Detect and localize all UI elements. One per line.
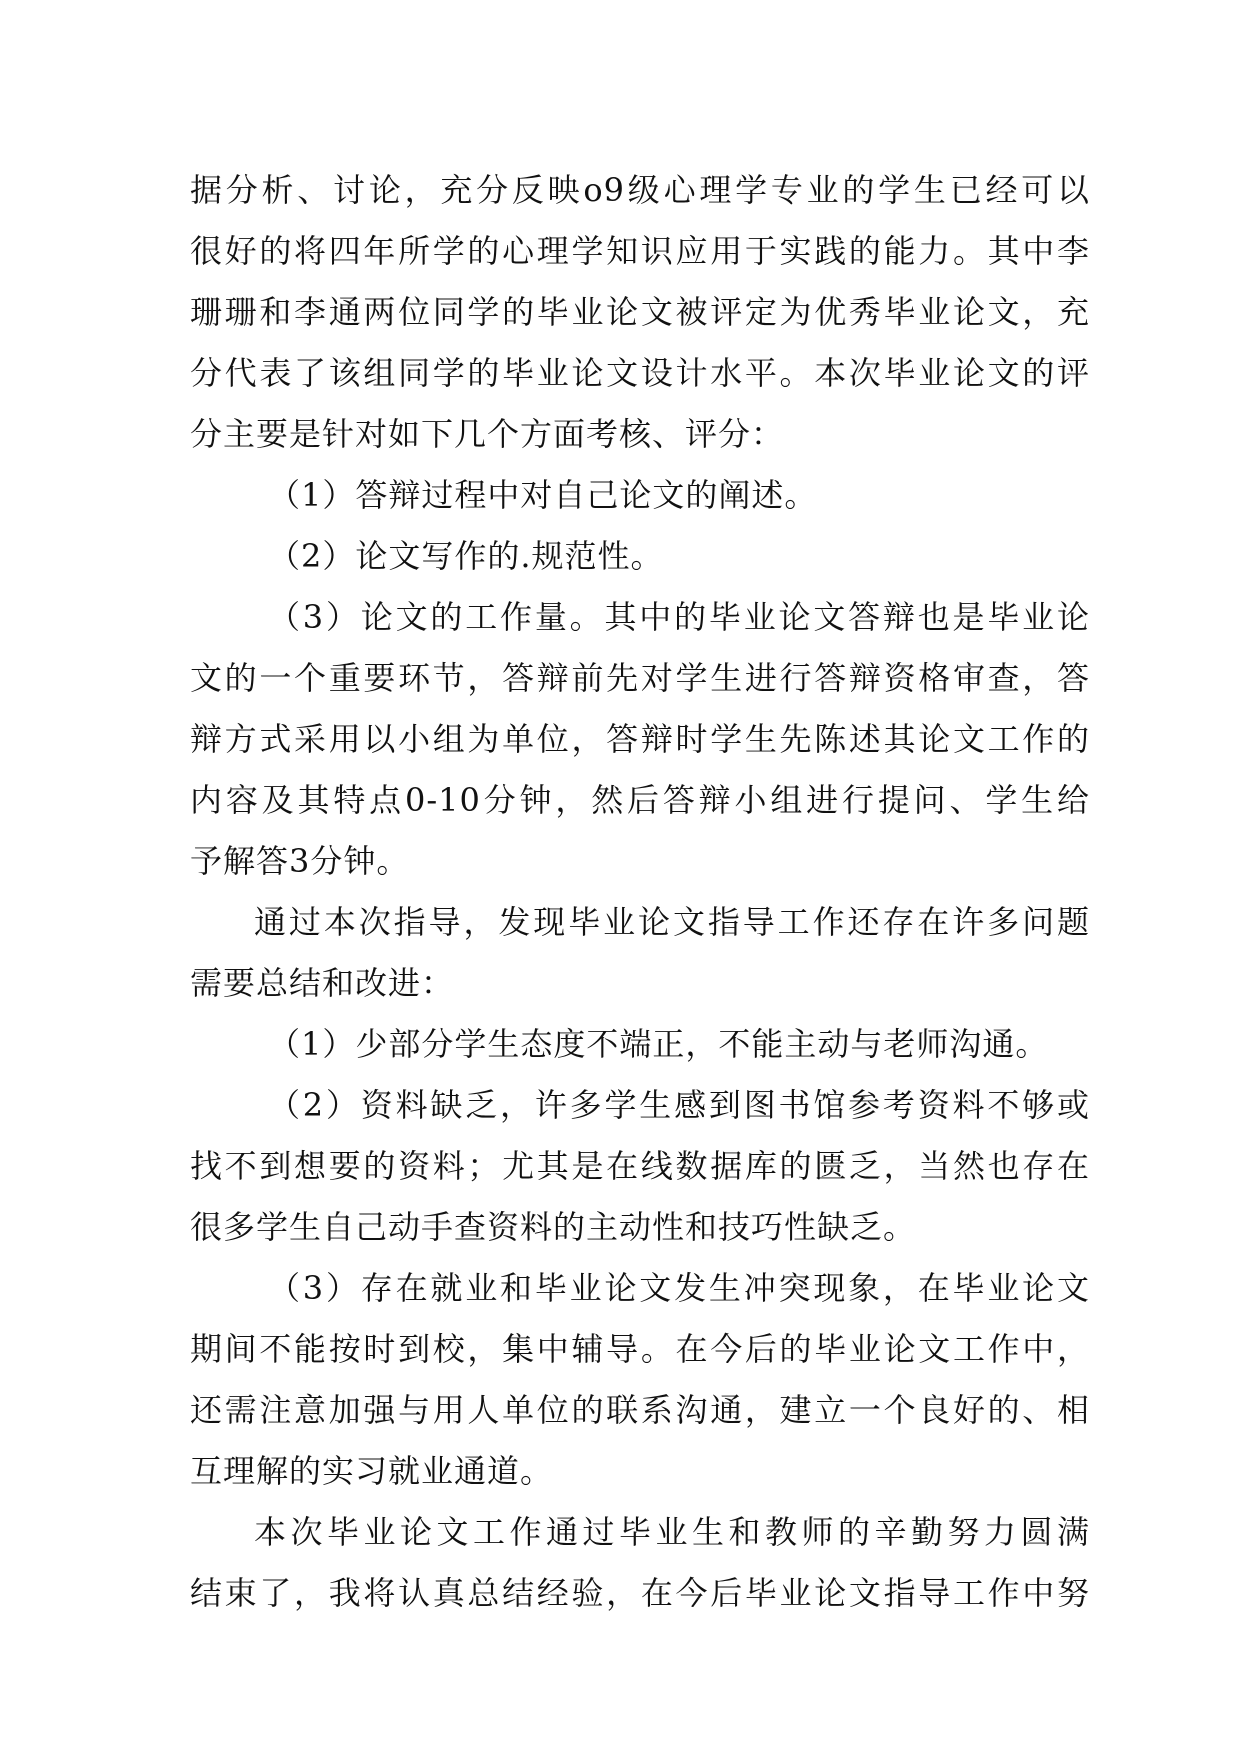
- text-line: 需要总结和改进：: [190, 964, 455, 1002]
- text-line: 分代表了该组同学的毕业论文设计水平。本次毕业论文的评: [190, 354, 1090, 392]
- list-item: （2）论文写作的.规范性。: [268, 537, 664, 575]
- document-body: [190, 160, 1090, 1624]
- text-line: 互理解的实习就业通道。: [190, 1452, 554, 1490]
- text-line: 文的一个重要环节，答辩前先对学生进行答辩资格审查，答: [190, 659, 1090, 697]
- text-line: 辩方式采用以小组为单位，答辩时学生先陈述其论文工作的: [190, 720, 1090, 758]
- text-line: 还需注意加强与用人单位的联系沟通，建立一个良好的、相: [190, 1391, 1090, 1429]
- text-line: 予解答3分钟。: [190, 842, 410, 880]
- text-line: 珊珊和李通两位同学的毕业论文被评定为优秀毕业论文，充: [190, 293, 1090, 331]
- list-item: （1）答辩过程中对自己论文的阐述。: [268, 476, 818, 514]
- list-item: （3）存在就业和毕业论文发生冲突现象，在毕业论文: [268, 1269, 1090, 1307]
- text-line: 结束了，我将认真总结经验，在今后毕业论文指导工作中努: [190, 1574, 1090, 1612]
- text-line: 很好的将四年所学的心理学知识应用于实践的能力。其中李: [190, 232, 1090, 270]
- text-line: 期间不能按时到校，集中辅导。在今后的毕业论文工作中，: [190, 1330, 1090, 1368]
- text-line: 很多学生自己动手查资料的主动性和技巧性缺乏。: [190, 1208, 917, 1246]
- text-line: 分主要是针对如下几个方面考核、评分：: [190, 415, 785, 453]
- list-item: （2）资料缺乏，许多学生感到图书馆参考资料不够或: [268, 1086, 1090, 1124]
- text-line: 找不到想要的资料；尤其是在线数据库的匮乏，当然也存在: [190, 1147, 1090, 1185]
- paragraph-start: 本次毕业论文工作通过毕业生和教师的辛勤努力圆满: [254, 1513, 1090, 1551]
- list-item: （1）少部分学生态度不端正，不能主动与老师沟通。: [268, 1025, 1049, 1063]
- text-line: 内容及其特点0-10分钟，然后答辩小组进行提问、学生给: [190, 781, 1090, 819]
- list-item: （3）论文的工作量。其中的毕业论文答辩也是毕业论: [268, 598, 1090, 636]
- paragraph-start: 通过本次指导，发现毕业论文指导工作还存在许多问题: [254, 903, 1090, 941]
- text-line: 据分析、讨论，充分反映o9级心理学专业的学生已经可以: [190, 171, 1090, 209]
